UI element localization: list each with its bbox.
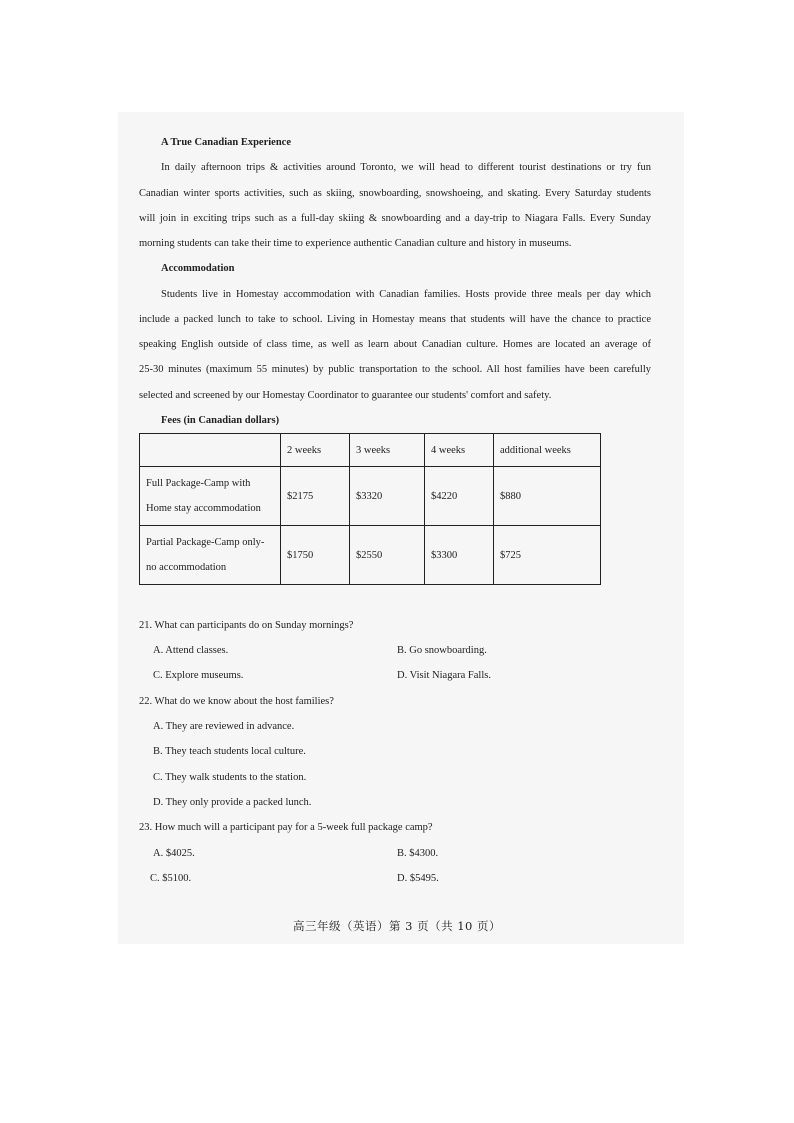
table-cell: $725 [494, 526, 601, 585]
table-cell: $880 [494, 467, 601, 526]
table-cell: $2550 [350, 526, 425, 585]
table-row-label: Full Package-Camp with Home stay accommodation [140, 467, 281, 526]
section-heading-experience: A True Canadian Experience [161, 137, 291, 148]
answer-option[interactable]: D. $5495. [397, 873, 439, 884]
answer-option[interactable]: A. They are reviewed in advance. [153, 721, 295, 732]
page-footer: 高三年级（英语）第 3 页（共 10 页） [292, 919, 502, 933]
table-row [140, 467, 601, 526]
paragraph-line: will join in exciting trips such as a full-day skiing & snowboarding and a day-trip to Niagara Falls. Every Sunday [139, 213, 651, 224]
table-cell: $3320 [350, 467, 425, 526]
paragraph-line: Students live in Homestay accommodation with Canadian families. Hosts provide three meals per day which [161, 289, 651, 300]
table-row-label: Partial Package-Camp only- no accommodation [140, 526, 281, 585]
answer-option[interactable]: B. Go snowboarding. [397, 645, 487, 656]
paragraph-line: In daily afternoon trips & activities around Toronto, we will head to different tourist destinations or try fun [161, 162, 651, 173]
fees-heading: Fees (in Canadian dollars) [161, 415, 280, 426]
answer-option[interactable]: D. They only provide a packed lunch. [153, 797, 312, 808]
table-header-row [140, 434, 601, 467]
answer-option[interactable]: D. Visit Niagara Falls. [397, 670, 491, 681]
answer-option[interactable]: C. They walk students to the station. [153, 772, 307, 783]
answer-option[interactable]: B. $4300. [397, 848, 439, 859]
table-header-cell [140, 434, 281, 467]
table-row [140, 526, 601, 585]
question-stem: 21. What can participants do on Sunday mornings? [139, 620, 354, 631]
paragraph-line: selected and screened by our Homestay Coordinator to guarantee our students' comfort and safety. [139, 390, 552, 401]
paragraph-line: include a packed lunch to take to school. Living in Homestay means that students will have the chance to practice [139, 314, 651, 325]
table-cell: $2175 [281, 467, 350, 526]
fees-table [139, 433, 601, 585]
table-cell: $3300 [425, 526, 494, 585]
table-header-cell: 3 weeks [350, 434, 425, 467]
answer-option[interactable]: A. $4025. [153, 848, 195, 859]
paragraph-line: morning students can take their time to experience authentic Canadian culture and history in museums. [139, 238, 572, 249]
paragraph-line: Canadian winter sports activities, such as skiing, snowboarding, snowshoeing, and skating. Every Saturday students [139, 188, 651, 199]
table-cell: $1750 [281, 526, 350, 585]
table-header-cell: additional weeks [494, 434, 601, 467]
paragraph-line: 25-30 minutes (maximum 55 minutes) by public transportation to the school. All host families have been carefully [139, 364, 651, 375]
paragraph-line: speaking English outside of class time, as well as learn about Canadian culture. Homes are located an average of [139, 339, 651, 350]
table-header-cell: 2 weeks [281, 434, 350, 467]
answer-option[interactable]: C. $5100. [150, 873, 192, 884]
answer-option[interactable]: A. Attend classes. [153, 645, 229, 656]
table-cell: $4220 [425, 467, 494, 526]
answer-option[interactable]: C. Explore museums. [153, 670, 244, 681]
section-heading-accommodation: Accommodation [161, 263, 235, 274]
table-header-cell: 4 weeks [425, 434, 494, 467]
question-stem: 22. What do we know about the host families? [139, 696, 334, 707]
question-stem: 23. How much will a participant pay for a 5-week full package camp? [139, 822, 433, 833]
answer-option[interactable]: B. They teach students local culture. [153, 746, 306, 757]
